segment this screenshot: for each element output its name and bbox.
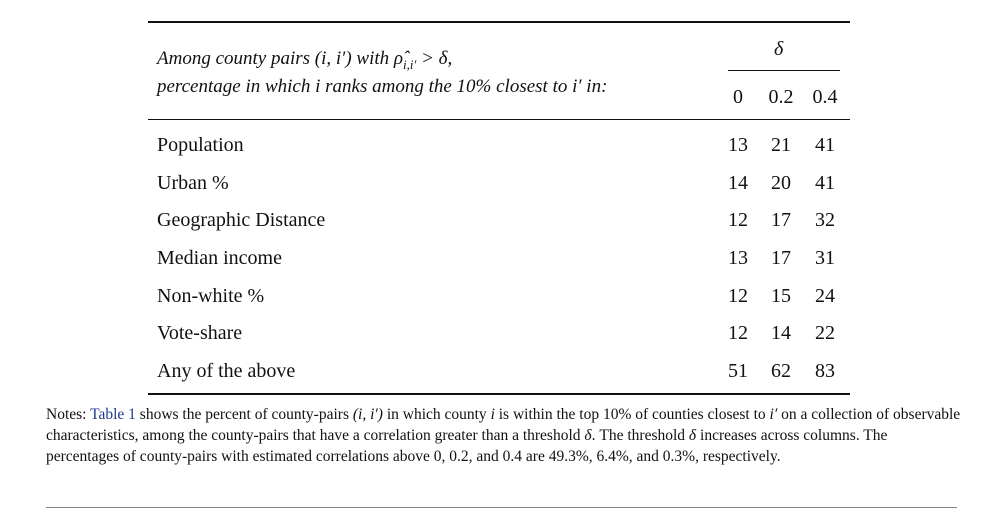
row-value: 14 bbox=[728, 172, 748, 194]
table-top-rule bbox=[148, 21, 850, 23]
row-value: 12 bbox=[728, 322, 748, 344]
row-value: 12 bbox=[728, 209, 748, 231]
table-notes: Notes: Table 1 shows the percent of county-pairs (i, i′) in which county i is within the top 10% of counties closest to i′ on a collection of observable characteristics, among the county-pairs that have a correlation greater than a threshold δ. The threshold δ increases across columns. The percentages of county-pairs with estimated correlations above 0, 0.2, and 0.4 are 49.3%, 6.4%, and 0.3%, respectively. bbox=[46, 406, 961, 465]
row-value: 20 bbox=[771, 172, 791, 194]
column-header-2: 0.4 bbox=[812, 86, 838, 108]
row-label: Any of the above bbox=[157, 360, 296, 382]
row-value: 21 bbox=[771, 134, 791, 156]
row-value: 14 bbox=[771, 322, 791, 344]
row-value: 17 bbox=[771, 247, 791, 269]
row-value: 31 bbox=[815, 247, 835, 269]
row-value: 51 bbox=[728, 360, 748, 382]
table-header-line-1: Among county pairs (i, i′) with $\rhô_{i,i'} > \delta$, bbox=[157, 48, 453, 72]
delta-header: δ bbox=[774, 38, 784, 60]
row-label: Median income bbox=[157, 247, 282, 269]
table-reference-link[interactable]: Table 1 bbox=[90, 406, 136, 423]
column-header-1: 0.2 bbox=[768, 86, 794, 108]
row-value: 41 bbox=[815, 134, 835, 156]
row-value: 41 bbox=[815, 172, 835, 194]
header-bottom-rule bbox=[148, 119, 850, 120]
column-header-0: 0 bbox=[733, 86, 743, 108]
row-label: Geographic Distance bbox=[157, 209, 326, 231]
row-value: 62 bbox=[771, 360, 791, 382]
row-value: 83 bbox=[815, 360, 835, 382]
row-value: 17 bbox=[771, 209, 791, 231]
row-value: 22 bbox=[815, 322, 835, 344]
row-value: 24 bbox=[815, 285, 835, 307]
row-value: 32 bbox=[815, 209, 835, 231]
table-bottom-rule bbox=[148, 393, 850, 395]
delta-underline bbox=[728, 70, 840, 71]
row-label: Non-white % bbox=[157, 285, 265, 307]
page-footer-rule bbox=[46, 507, 957, 508]
row-value: 13 bbox=[728, 247, 748, 269]
row-value: 12 bbox=[728, 285, 748, 307]
row-value: 13 bbox=[728, 134, 748, 156]
row-label: Urban % bbox=[157, 172, 229, 194]
row-label: Population bbox=[157, 134, 244, 156]
table-header-line-2: percentage in which i ranks among the 10% closest to i′ in: bbox=[157, 76, 608, 97]
row-value: 15 bbox=[771, 285, 791, 307]
row-label: Vote-share bbox=[157, 322, 243, 344]
